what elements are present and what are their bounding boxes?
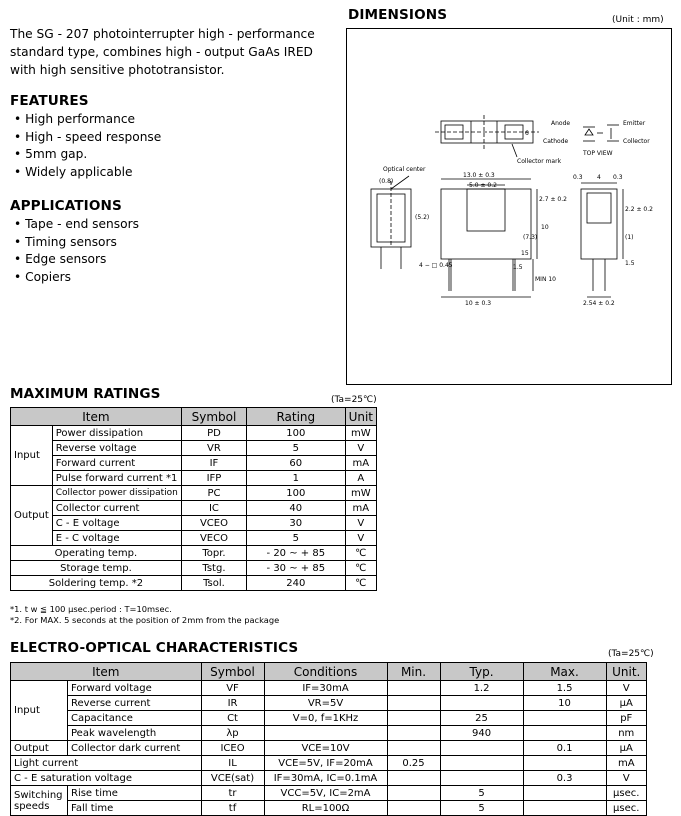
cell: PD bbox=[181, 426, 246, 441]
table-row bbox=[11, 441, 377, 456]
cell: μA bbox=[606, 741, 646, 756]
group-label: Output bbox=[11, 741, 68, 756]
cell: IL bbox=[201, 756, 264, 771]
group-label: Input bbox=[11, 681, 68, 741]
cell: 0.25 bbox=[387, 756, 440, 771]
cell: E - C voltage bbox=[52, 531, 181, 546]
emitter-label: Emitter bbox=[623, 120, 646, 127]
group-label: Input bbox=[11, 426, 53, 486]
dim-label: 4 − □ 0.45 bbox=[419, 262, 453, 269]
cell: Peak wavelength bbox=[68, 726, 202, 741]
cell: mW bbox=[345, 486, 376, 501]
cell: Forward voltage bbox=[68, 681, 202, 696]
cell: V bbox=[345, 531, 376, 546]
cell: V bbox=[606, 681, 646, 696]
applications-heading: APPLICATIONS bbox=[10, 198, 122, 214]
table-row bbox=[11, 471, 377, 486]
cell: C - E voltage bbox=[52, 516, 181, 531]
cell: VCC=5V, IC=2mA bbox=[264, 786, 387, 801]
table-header-row bbox=[11, 663, 647, 681]
dim-label: 15 bbox=[521, 250, 529, 257]
features-heading: FEATURES bbox=[10, 93, 89, 109]
cell: Tsol. bbox=[181, 576, 246, 591]
cell: VF bbox=[201, 681, 264, 696]
table-row bbox=[11, 516, 377, 531]
cell bbox=[523, 726, 606, 741]
cell: Operating temp. bbox=[11, 546, 182, 561]
cell: VR bbox=[181, 441, 246, 456]
cell: IF=30mA bbox=[264, 681, 387, 696]
dim-label: 10 bbox=[541, 224, 549, 231]
table-row bbox=[11, 801, 647, 816]
cell: Soldering temp. *2 bbox=[11, 576, 182, 591]
cell: 5 bbox=[440, 786, 523, 801]
cell: Ct bbox=[201, 711, 264, 726]
cell bbox=[440, 771, 523, 786]
dim-label: (1) bbox=[625, 234, 634, 241]
cell: VCE=10V bbox=[264, 741, 387, 756]
cell: Rise time bbox=[68, 786, 202, 801]
header-unit: Unit bbox=[345, 408, 376, 426]
header-min: Min. bbox=[387, 663, 440, 681]
cell: IC bbox=[181, 501, 246, 516]
list-item: • 5mm gap. bbox=[14, 146, 161, 164]
dim-label: 0.3 bbox=[613, 174, 623, 181]
cell: IF bbox=[181, 456, 246, 471]
cell bbox=[387, 741, 440, 756]
dim-label: (0.8) bbox=[379, 178, 394, 185]
cell: 1.5 bbox=[523, 681, 606, 696]
cell: nm bbox=[606, 726, 646, 741]
cell: VCE=5V, IF=20mA bbox=[264, 756, 387, 771]
table-row bbox=[11, 546, 377, 561]
cell: mA bbox=[345, 456, 376, 471]
cell: pF bbox=[606, 711, 646, 726]
header-rating: Rating bbox=[247, 408, 346, 426]
header-item: Item bbox=[11, 408, 182, 426]
header-typ: Typ. bbox=[440, 663, 523, 681]
cell: Light current bbox=[11, 756, 202, 771]
cell bbox=[523, 786, 606, 801]
cell: 10 bbox=[523, 696, 606, 711]
group-label: Output bbox=[11, 486, 53, 546]
header-conditions: Conditions bbox=[264, 663, 387, 681]
dimensions-heading: DIMENSIONS bbox=[348, 7, 448, 23]
cell bbox=[523, 711, 606, 726]
cell: 0.1 bbox=[523, 741, 606, 756]
cell bbox=[440, 741, 523, 756]
table-row bbox=[11, 711, 647, 726]
cell: tr bbox=[201, 786, 264, 801]
header-symbol: Symbol bbox=[201, 663, 264, 681]
cell: λp bbox=[201, 726, 264, 741]
cell: 40 bbox=[247, 501, 346, 516]
cell: 0.3 bbox=[523, 771, 606, 786]
table-row bbox=[11, 426, 377, 441]
cell: 240 bbox=[247, 576, 346, 591]
cell: Pulse forward current *1 bbox=[52, 471, 181, 486]
cell: V bbox=[345, 441, 376, 456]
table-row bbox=[11, 786, 647, 801]
dim-label: 10 ± 0.3 bbox=[465, 300, 492, 307]
eo-heading: ELECTRO-OPTICAL CHARACTERISTICS bbox=[10, 640, 299, 656]
cell: 100 bbox=[247, 486, 346, 501]
dim-label: 1.5 bbox=[625, 260, 635, 267]
table-row bbox=[11, 681, 647, 696]
list-item: • Tape - end sensors bbox=[14, 216, 139, 234]
cell: ℃ bbox=[345, 561, 376, 576]
cell: μsec. bbox=[606, 801, 646, 816]
cell: Capacitance bbox=[68, 711, 202, 726]
optical-center-label: Optical center bbox=[383, 166, 426, 173]
table-row bbox=[11, 696, 647, 711]
list-item: • High performance bbox=[14, 111, 161, 129]
header-symbol: Symbol bbox=[181, 408, 246, 426]
cell: tf bbox=[201, 801, 264, 816]
cell bbox=[523, 801, 606, 816]
cell: IF=30mA, IC=0.1mA bbox=[264, 771, 387, 786]
dim-label: 6 bbox=[525, 130, 529, 137]
cell: VECO bbox=[181, 531, 246, 546]
cell: VCEO bbox=[181, 516, 246, 531]
cell: VCE(sat) bbox=[201, 771, 264, 786]
cell: mW bbox=[345, 426, 376, 441]
table-row bbox=[11, 501, 377, 516]
applications-list bbox=[14, 216, 139, 286]
cell: 30 bbox=[247, 516, 346, 531]
cell bbox=[387, 786, 440, 801]
cell bbox=[440, 756, 523, 771]
header-unit: Unit. bbox=[606, 663, 646, 681]
eo-condition: (Ta=25℃) bbox=[608, 649, 654, 659]
cell: Power dissipation bbox=[52, 426, 181, 441]
cell: 60 bbox=[247, 456, 346, 471]
table-row bbox=[11, 771, 647, 786]
eo-table bbox=[10, 662, 647, 816]
cell: V=0, f=1KHz bbox=[264, 711, 387, 726]
cell: - 20 ~ + 85 bbox=[247, 546, 346, 561]
cell: 100 bbox=[247, 426, 346, 441]
table-row bbox=[11, 756, 647, 771]
cell: 5 bbox=[440, 801, 523, 816]
cell: Reverse current bbox=[68, 696, 202, 711]
cell: 5 bbox=[247, 441, 346, 456]
cell: Reverse voltage bbox=[52, 441, 181, 456]
cell: Tstg. bbox=[181, 561, 246, 576]
cell: 1 bbox=[247, 471, 346, 486]
cell: μA bbox=[606, 696, 646, 711]
cell: V bbox=[606, 771, 646, 786]
cathode-label: Cathode bbox=[543, 138, 569, 145]
cell: Collector current bbox=[52, 501, 181, 516]
cell: A bbox=[345, 471, 376, 486]
cell: 940 bbox=[440, 726, 523, 741]
header-item: Item bbox=[11, 663, 202, 681]
footnote: *1. t w ≦ 100 μsec.period : T=10msec. bbox=[10, 604, 172, 614]
table-row bbox=[11, 741, 647, 756]
dim-label: 1.5 bbox=[513, 264, 523, 271]
cell: Storage temp. bbox=[11, 561, 182, 576]
cell: PC bbox=[181, 486, 246, 501]
cell: Forward current bbox=[52, 456, 181, 471]
table-row bbox=[11, 531, 377, 546]
cell bbox=[387, 726, 440, 741]
cell bbox=[264, 726, 387, 741]
cell bbox=[523, 756, 606, 771]
footnote: *2. For MAX. 5 seconds at the position of 2mm from the package bbox=[10, 615, 280, 625]
table-row bbox=[11, 561, 377, 576]
dim-label: 0.3 bbox=[573, 174, 583, 181]
cell bbox=[387, 681, 440, 696]
cell bbox=[387, 801, 440, 816]
top-view-label: TOP VIEW bbox=[583, 150, 613, 157]
dim-label: MIN 10 bbox=[535, 276, 556, 283]
dim-label: (7.3) bbox=[523, 234, 538, 241]
table-row bbox=[11, 456, 377, 471]
collector-label: Collector bbox=[623, 138, 650, 145]
cell: Fall time bbox=[68, 801, 202, 816]
max-ratings-table bbox=[10, 407, 377, 591]
features-list bbox=[14, 111, 161, 181]
cell: ICEO bbox=[201, 741, 264, 756]
cell bbox=[387, 771, 440, 786]
cell: IFP bbox=[181, 471, 246, 486]
table-row bbox=[11, 576, 377, 591]
unit-label: (Unit : mm) bbox=[612, 15, 664, 25]
list-item: • Edge sensors bbox=[14, 251, 139, 269]
cell: RL=100Ω bbox=[264, 801, 387, 816]
cell: 5 bbox=[247, 531, 346, 546]
list-item: • Widely applicable bbox=[14, 164, 161, 182]
cell: mA bbox=[345, 501, 376, 516]
cell: ℃ bbox=[345, 576, 376, 591]
dimension-diagram bbox=[347, 29, 671, 384]
dim-label: 2.2 ± 0.2 bbox=[625, 206, 653, 213]
cell: 1.2 bbox=[440, 681, 523, 696]
header-max: Max. bbox=[523, 663, 606, 681]
dim-label: (5.2) bbox=[415, 214, 430, 221]
cell: μsec. bbox=[606, 786, 646, 801]
list-item: • Timing sensors bbox=[14, 234, 139, 252]
intro-text: The SG - 207 photointerrupter high - performance standard type, combines high - output GaAs IRED with high sensitive phototransistor. bbox=[10, 27, 315, 77]
cell bbox=[387, 696, 440, 711]
cell: Topr. bbox=[181, 546, 246, 561]
group-label: Switching speeds bbox=[11, 786, 68, 816]
table-row bbox=[11, 726, 647, 741]
list-item: • Copiers bbox=[14, 269, 139, 287]
cell bbox=[387, 711, 440, 726]
max-ratings-heading: MAXIMUM RATINGS bbox=[10, 386, 161, 402]
dim-label: 2.54 ± 0.2 bbox=[583, 300, 615, 307]
cell: ℃ bbox=[345, 546, 376, 561]
dim-label: 2.7 ± 0.2 bbox=[539, 196, 567, 203]
table-row bbox=[11, 486, 377, 501]
dimension-drawing bbox=[346, 28, 672, 385]
cell: - 30 ~ + 85 bbox=[247, 561, 346, 576]
dim-label: 4 bbox=[597, 174, 601, 181]
cell: mA bbox=[606, 756, 646, 771]
cell: VR=5V bbox=[264, 696, 387, 711]
cell: V bbox=[345, 516, 376, 531]
dim-label: 5.0 ± 0.2 bbox=[469, 182, 497, 189]
cell: IR bbox=[201, 696, 264, 711]
collector-mark-label: Collector mark bbox=[517, 158, 562, 165]
dim-label: 13.0 ± 0.3 bbox=[463, 172, 495, 179]
list-item: • High - speed response bbox=[14, 129, 161, 147]
cell: C - E saturation voltage bbox=[11, 771, 202, 786]
anode-label: Anode bbox=[551, 120, 571, 127]
cell bbox=[440, 696, 523, 711]
table-header-row bbox=[11, 408, 377, 426]
cell: Collector dark current bbox=[68, 741, 202, 756]
cell: 25 bbox=[440, 711, 523, 726]
cell: Collector power dissipation bbox=[52, 486, 181, 501]
max-ratings-condition: (Ta=25℃) bbox=[331, 395, 377, 405]
